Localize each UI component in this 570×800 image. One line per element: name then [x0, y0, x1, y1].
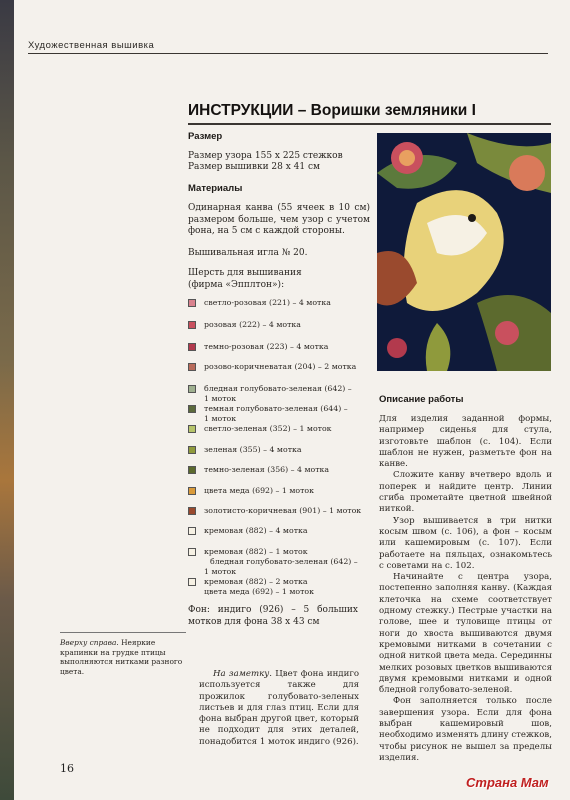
materials-heading: Материалы: [188, 183, 243, 194]
yarn-label: темная голубовато-зеленая (644) –: [204, 404, 348, 413]
yarn-label: светло-розовая (221) – 4 мотка: [204, 298, 331, 307]
work-paragraph: Узор вышивается в три нитки косым швом (с. 106), а фон – косым или кашемировым (с. 107). Если работаете на пяльцах, ознакомьтесь с советами на с. 102.: [379, 515, 552, 571]
yarn-swatch: [188, 299, 196, 307]
size-heading: Размер: [188, 131, 223, 142]
work-paragraph: Для изделия заданной формы, например сиденья для стула, изготовьте шаблон (с. 104). Если шаблон не нужен, разметьте фон на канве.: [379, 414, 552, 470]
yarn-label: розово-коричневатая (204) – 2 мотка: [204, 362, 357, 371]
yarn-label: розовая (222) – 4 мотка: [204, 320, 301, 329]
materials-needle: Вышивальная игла № 20.: [188, 248, 308, 258]
size-line: Размер вышивки 28 x 41 см: [188, 162, 321, 172]
yarn-swatch: [188, 578, 196, 586]
yarn-label: кремовая (882) – 1 моток: [204, 547, 308, 556]
yarn-label: кремовая (882) – 4 мотка: [204, 526, 308, 535]
title-rule: [188, 123, 551, 125]
page: [14, 0, 570, 800]
background-yarn: Фон: индиго (926) – 5 больших мотков для фона 38 x 43 см: [188, 605, 358, 627]
note: [199, 669, 359, 748]
yarn-label: светло-зеленая (352) – 1 моток: [204, 424, 332, 433]
book-spine-edge: [0, 0, 14, 800]
yarn-swatch: [188, 507, 196, 515]
running-head-rule: [28, 53, 548, 54]
yarn-swatch: [188, 466, 196, 474]
embroidery-photo: [377, 133, 551, 371]
work-text: [379, 414, 552, 764]
yarn-label: цвета меда (692) – 1 моток: [204, 486, 314, 495]
work-paragraph: Фон заполняется только после завершения узора. Если для фона выбран кашемировый шов, необходимо изменять длину стежков, чтобы рисунок не вышел за пределы изделия.: [379, 696, 552, 763]
yarn-swatch: [188, 405, 196, 413]
yarn-label: темно-розовая (223) – 4 мотка: [204, 342, 329, 351]
yarn-swatch: [188, 385, 196, 393]
yarn-swatch: [188, 343, 196, 351]
yarn-swatch: [188, 446, 196, 454]
caption-text: Неяркие крапинки на грудке птицы выполняются нитками разного цвета.: [60, 638, 183, 676]
page-title: ИНСТРУКЦИИ – Воришки земляники I: [188, 102, 476, 119]
yarn-label: цвета меда (692) – 1 моток: [204, 587, 314, 596]
work-heading: Описание работы: [379, 394, 464, 405]
wool-heading: Шерсть для вышивания (фирма «Эпплтон»):: [188, 268, 302, 290]
watermark-logo: Страна Мам: [466, 775, 549, 790]
yarn-label: 1 моток: [204, 394, 237, 403]
yarn-swatch: [188, 548, 196, 556]
page-number: 16: [60, 762, 74, 775]
yarn-label: темно-зеленая (356) – 4 мотка: [204, 465, 330, 474]
materials-canvas: Одинарная канва (55 ячеек в 10 см) размером больше, чем узор с учетом фона, на 5 см с каждой стороны.: [188, 203, 370, 236]
work-paragraph: Сложите канву вчетверо вдоль и поперек и найдите центр. Линии сгиба прометайте цветной швейной ниткой.: [379, 470, 552, 515]
yarn-label: бледная голубовато-зеленая (642) –: [210, 557, 358, 566]
yarn-label: бледная голубовато-зеленая (642) –: [204, 384, 352, 393]
work-paragraph: Начинайте с центра узора, постепенно заполняя канву. (Каждая клеточка на схеме соответствует одному стежку.) Пестрые участки на голове, шее и туловище птицы от ноги до хвоста вышиваются двумя кремовыми нитками в сочетании с одной ниткой цвета меда. Серединны мелких розовых цветков вышиваются двумя кремовыми нитками и одной бледной голубовато-зеленой.: [379, 572, 552, 696]
yarn-swatch: [188, 321, 196, 329]
photo-caption: [60, 638, 188, 676]
yarn-label: 1 моток: [204, 567, 237, 576]
caption-lead: Вверху справа.: [60, 638, 119, 647]
running-head: Художественная вышивка: [28, 40, 155, 51]
yarn-swatch: [188, 425, 196, 433]
yarn-label: кремовая (882) – 2 мотка: [204, 577, 308, 586]
caption-rule: [60, 632, 186, 633]
yarn-label: 1 моток: [204, 414, 237, 423]
yarn-swatch: [188, 527, 196, 535]
yarn-swatch: [188, 363, 196, 371]
note-text: Цвет фона индиго используется также для прожилок голубовато-зеленых листьев и для глаз птиц. Если для фона выбран другой цвет, который не подходит для этих деталей, понадобится 1 моток индиго (926).: [199, 669, 359, 747]
yarn-swatch: [188, 487, 196, 495]
note-lead: На заметку.: [213, 669, 272, 679]
yarn-label: золотисто-коричневая (901) – 1 моток: [204, 506, 362, 515]
yarn-label: зеленая (355) – 4 мотка: [204, 445, 302, 454]
size-line: Размер узора 155 x 225 стежков: [188, 151, 343, 161]
embroidery-illustration: [377, 133, 551, 371]
